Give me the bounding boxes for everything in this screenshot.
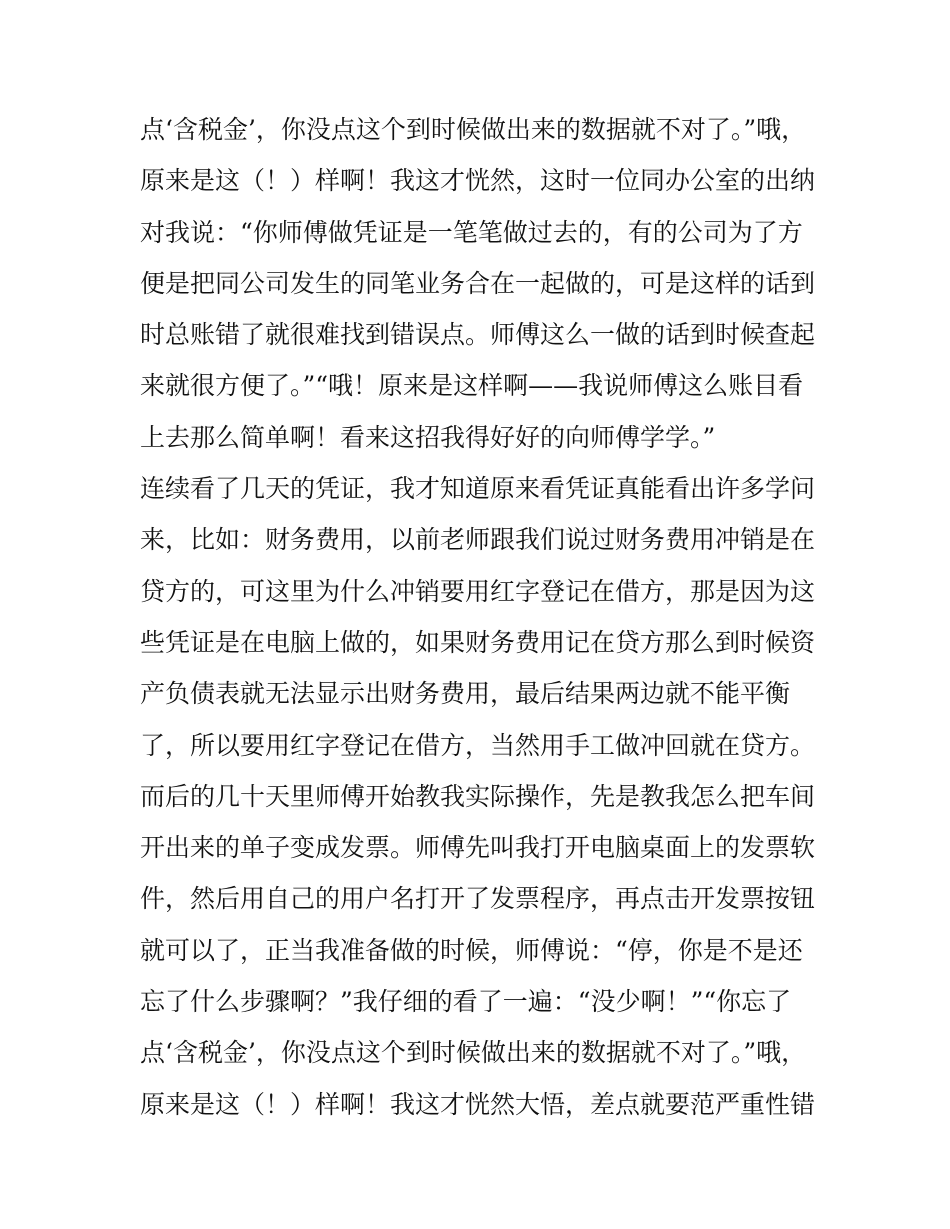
text-line: 原来是这（！）样啊！我这才恍然大悟，差点就要范严重性错 [140, 1089, 816, 1119]
text-line: 上去那么简单啊！看来这招我得好好的向师傅学学。” [140, 422, 716, 452]
text-line: 件，然后用自己的用户名打开了发票程序，再点击开发票按钮 [140, 884, 816, 914]
text-line: 点‘含税金’，你没点这个到时候做出来的数据就不对了。”哦， [140, 1038, 807, 1068]
text-line: 点‘含税金’，你没点这个到时候做出来的数据就不对了。”哦， [140, 115, 807, 144]
text-line: 开出来的单子变成发票。师傅先叫我打开电脑桌面上的发票软 [140, 833, 816, 863]
text-line: 便是把同公司发生的同笔业务合在一起做的，可是这样的话到 [140, 268, 816, 298]
text-line: 来，比如：财务费用，以前老师跟我们说过财务费用冲销是在 [140, 525, 816, 555]
text-line: 原来是这（！）样啊！我这才恍然，这时一位同办公室的出纳 [140, 166, 816, 196]
text-line: 了，所以要用红字登记在借方，当然用手工做冲回就在贷方。 [140, 730, 816, 760]
text-line: 连续看了几天的凭证，我才知道原来看凭证真能看出许多学问 [140, 474, 816, 504]
document-body [140, 104, 820, 1130]
text-line: 产负债表就无法显示出财务费用，最后结果两边就不能平衡 [140, 679, 791, 709]
text-line: 时总账错了就很难找到错误点。师傅这么一做的话到时候查起 [140, 320, 816, 350]
text-line: 就可以了，正当我准备做的时候，师傅说：“停，你是不是还 [140, 935, 803, 965]
text-line: 对我说：“你师傅做凭证是一笔笔做过去的，有的公司为了方 [140, 217, 803, 247]
text-line: 而后的几十天里师傅开始教我实际操作，先是教我怎么把车间 [140, 781, 816, 811]
text-line: 来就很方便了。”“哦！原来是这样啊——我说师傅这么账目看 [140, 371, 804, 401]
text-line: 贷方的，可这里为什么冲销要用红字登记在借方，那是因为这 [140, 576, 816, 606]
text-line: 忘了什么步骤啊？”我仔细的看了一遍：“没少啊！”“你忘了 [140, 987, 792, 1017]
text-line: 些凭证是在电脑上做的，如果财务费用记在贷方那么到时候资 [140, 627, 816, 657]
